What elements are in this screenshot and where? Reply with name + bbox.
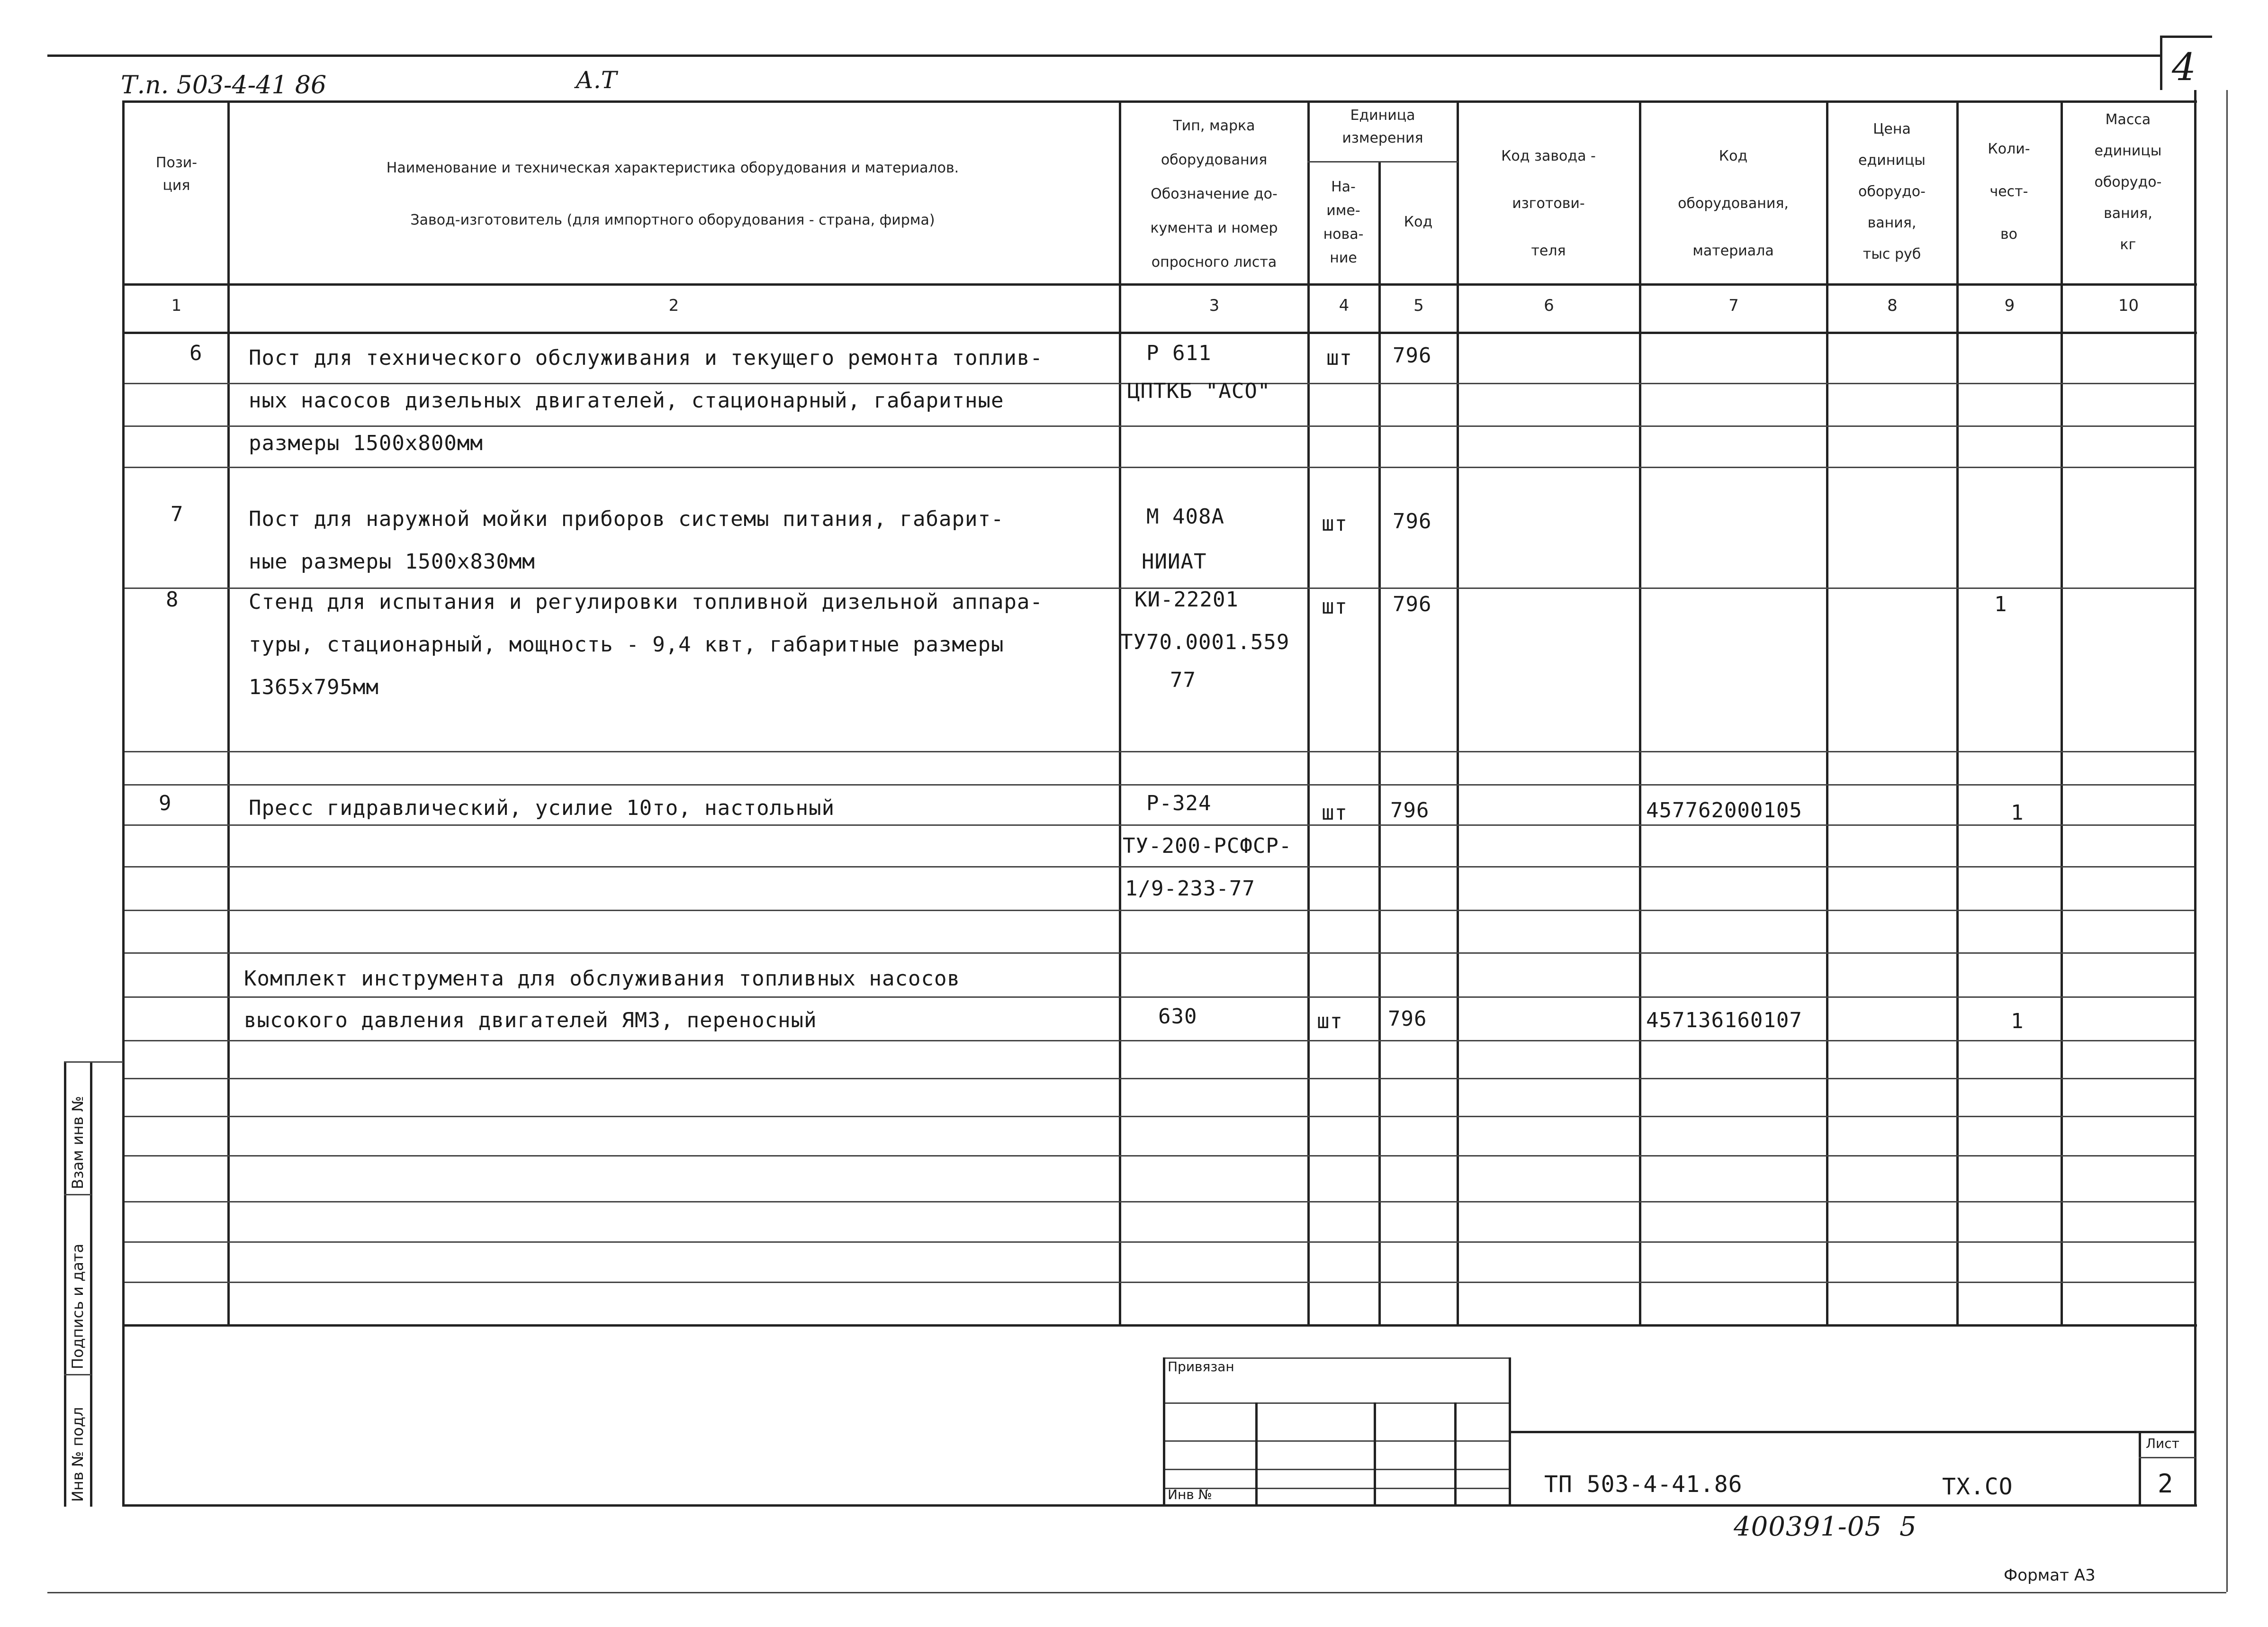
row-unit: шт bbox=[1322, 512, 1348, 536]
header-price-line1: Цена bbox=[1873, 121, 1911, 137]
col-divider-4 bbox=[1378, 161, 1381, 1327]
table-bottom bbox=[122, 1324, 2197, 1327]
col-divider-8 bbox=[1956, 100, 1959, 1327]
row-code: 796 bbox=[1393, 592, 1432, 616]
doc-mark: А.Т bbox=[576, 66, 617, 94]
side-label-signature: Подпись и дата bbox=[69, 1243, 87, 1369]
row-desc-line: Стенд для испытания и регулировки топливной дизельной аппара- bbox=[249, 590, 1043, 614]
corner-box-top bbox=[2160, 36, 2212, 38]
col-divider-6 bbox=[1639, 100, 1641, 1327]
row-qty: 1 bbox=[2011, 1009, 2024, 1033]
row-desc-line: размеры 1500х800мм bbox=[249, 431, 483, 455]
row-position: 7 bbox=[171, 502, 184, 526]
header-qty-line1: Коли- bbox=[1988, 141, 2030, 157]
row-unit: шт bbox=[1322, 801, 1348, 825]
header-type-line4: кумента и номер bbox=[1150, 220, 1278, 236]
top-border-line bbox=[47, 54, 2160, 57]
colnum-bottom bbox=[122, 332, 2197, 334]
header-equip-line2: оборудования, bbox=[1678, 195, 1789, 212]
row-qty: 1 bbox=[1994, 592, 2007, 616]
col-divider-2 bbox=[1119, 100, 1121, 1327]
header-unit-line1: Единица bbox=[1350, 107, 1415, 124]
header-price-line4: вания, bbox=[1867, 215, 1917, 231]
header-factory-line3: теля bbox=[1531, 243, 1566, 259]
header-price bbox=[1828, 114, 1955, 270]
col-divider-5 bbox=[1457, 100, 1459, 1327]
header-equip-line1: Код bbox=[1719, 148, 1748, 164]
frame-bottom bbox=[122, 1504, 2197, 1507]
row-type-line: 630 bbox=[1158, 1004, 1197, 1029]
row-desc-line: ных насосов дизельных двигателей, стационарный, габаритные bbox=[249, 389, 1004, 413]
row-type-line: М 408А bbox=[1146, 505, 1224, 529]
col-divider-9 bbox=[2061, 100, 2063, 1327]
header-position bbox=[128, 152, 225, 197]
unit-subheader-line bbox=[1307, 161, 1458, 163]
header-qty-line2: чест- bbox=[1989, 183, 2028, 200]
header-type-line1: Тип, марка bbox=[1173, 118, 1255, 134]
stamp-doc-code: ТП 503-4-41.86 bbox=[1544, 1471, 1743, 1498]
row-code: 796 bbox=[1393, 509, 1432, 533]
row-desc-line: 1365х795мм bbox=[249, 675, 379, 699]
row-type-line: Р-324 bbox=[1146, 791, 1212, 815]
corner-box-left bbox=[2160, 36, 2162, 90]
row-desc-line: Пресс гидравлический, усилие 10то, настольный bbox=[249, 796, 835, 820]
frame-right bbox=[2194, 90, 2196, 1507]
row-position: 9 bbox=[159, 791, 172, 815]
row-desc-line: Пост для технического обслуживания и текущего ремонта топлив- bbox=[249, 346, 1043, 370]
row-type-line: ТУ70.0001.559 bbox=[1120, 630, 1290, 654]
row-equip-code: 457762000105 bbox=[1646, 798, 1802, 823]
colnum-3: 3 bbox=[1209, 296, 1220, 315]
row-unit: шт bbox=[1326, 346, 1352, 370]
scan-bottom-line bbox=[47, 1592, 2226, 1593]
row-type-line: КИ-22201 bbox=[1134, 588, 1239, 612]
header-unit-name-line1: На- bbox=[1331, 179, 1356, 195]
header-position-line1: Пози- bbox=[155, 154, 198, 171]
header-type-line3: Обозначение до- bbox=[1151, 186, 1278, 202]
header-price-line2: единицы bbox=[1858, 152, 1926, 169]
stamp-section: ТХ.СО bbox=[1942, 1473, 2013, 1500]
col-divider-7 bbox=[1826, 100, 1828, 1327]
header-mass-line4: вания, bbox=[2104, 205, 2152, 222]
side-label-inv-podl: Инв № подл bbox=[69, 1407, 87, 1502]
header-mass-line2: единицы bbox=[2094, 143, 2162, 159]
frame-left bbox=[122, 100, 125, 1507]
header-equip-code bbox=[1641, 133, 1825, 275]
header-description bbox=[232, 142, 1113, 246]
colnum-9: 9 bbox=[2004, 296, 2015, 315]
row-desc-line: туры, стационарный, мощность - 9,4 квт, габаритные размеры bbox=[249, 633, 1004, 657]
header-unit-name-line2: име- bbox=[1326, 202, 1360, 219]
row-code: 796 bbox=[1393, 343, 1432, 368]
row-type-line: Р 611 bbox=[1146, 341, 1212, 365]
stamp-archive-page: 5 bbox=[1899, 1511, 1917, 1542]
row-type-line: ТУ-200-РСФСР- bbox=[1123, 834, 1292, 858]
row-desc-line: высокого давления двигателей ЯМЗ, переносный bbox=[244, 1008, 817, 1032]
header-position-line2: ция bbox=[162, 177, 190, 194]
col-divider-3 bbox=[1307, 100, 1310, 1327]
stamp-format: Формат А3 bbox=[2004, 1566, 2096, 1585]
row-position: 6 bbox=[189, 341, 203, 365]
row-position: 8 bbox=[166, 588, 179, 612]
header-unit-group bbox=[1310, 104, 1456, 150]
header-type bbox=[1122, 109, 1306, 280]
colnum-1: 1 bbox=[171, 296, 182, 315]
page-mark: 4 bbox=[2172, 45, 2196, 89]
row-code: 796 bbox=[1390, 798, 1430, 823]
row-type-line: НИИАТ bbox=[1142, 550, 1207, 574]
header-type-line5: опросного листа bbox=[1151, 254, 1277, 271]
side-label-vzam: Взам инв № bbox=[69, 1096, 87, 1189]
colnum-7: 7 bbox=[1728, 296, 1739, 315]
header-price-line5: тыс руб bbox=[1863, 246, 1921, 262]
header-price-line3: оборудо- bbox=[1858, 183, 1926, 200]
doc-ref: Т.п. 503-4-41 86 bbox=[121, 71, 327, 99]
header-qty-line3: во bbox=[2000, 226, 2018, 243]
header-quantity bbox=[1959, 128, 2059, 256]
row-equip-code: 457136160107 bbox=[1646, 1008, 1802, 1032]
header-factory-line2: изготови- bbox=[1512, 195, 1585, 212]
header-factory-code bbox=[1459, 133, 1638, 275]
row-qty: 1 bbox=[2011, 801, 2024, 825]
header-mass-line1: Масса bbox=[2105, 111, 2151, 128]
scan-right-line bbox=[2226, 90, 2228, 1592]
row-unit: шт bbox=[1322, 595, 1348, 619]
header-unit-code bbox=[1381, 208, 1456, 236]
table-top bbox=[122, 100, 2197, 103]
colnum-2: 2 bbox=[668, 296, 679, 315]
header-description-line1: Наименование и техническая характеристика оборудования и материалов. bbox=[386, 160, 959, 176]
row-type-line: ЦПТКБ "АСО" bbox=[1127, 379, 1271, 403]
colnum-5: 5 bbox=[1413, 296, 1424, 315]
row-type-line: 77 bbox=[1170, 668, 1196, 692]
header-description-line2: Завод-изготовитель (для импортного оборудования - страна, фирма) bbox=[410, 212, 935, 228]
row-unit: шт bbox=[1317, 1009, 1343, 1033]
row-code: 796 bbox=[1388, 1007, 1427, 1031]
stamp-archive-no: 400391-05 bbox=[1734, 1511, 1882, 1542]
header-mass-line3: оборудо- bbox=[2094, 174, 2162, 190]
colnum-8: 8 bbox=[1887, 296, 1898, 315]
header-factory-line1: Код завода - bbox=[1501, 148, 1596, 164]
header-equip-line3: материала bbox=[1692, 243, 1774, 259]
header-unit-name-line4: ние bbox=[1330, 250, 1357, 266]
header-bottom bbox=[122, 283, 2197, 286]
stamp-sheet-label: Лист bbox=[2146, 1436, 2179, 1451]
header-unit-name bbox=[1310, 175, 1377, 270]
stamp-privyazan: Привязан bbox=[1168, 1359, 1234, 1374]
colnum-10: 10 bbox=[2118, 296, 2139, 315]
stamp-sheet-no: 2 bbox=[2158, 1469, 2174, 1499]
header-unit-line2: измерения bbox=[1342, 130, 1423, 146]
stamp-inv-no: Инв № bbox=[1168, 1487, 1212, 1502]
header-mass bbox=[2063, 104, 2193, 261]
colnum-6: 6 bbox=[1544, 296, 1554, 315]
header-unit-code-line1: Код bbox=[1404, 214, 1433, 230]
col-divider-1 bbox=[227, 100, 230, 1327]
row-desc-line: Комплект инструмента для обслуживания топливных насосов bbox=[244, 967, 960, 991]
row-type-line: 1/9-233-77 bbox=[1125, 877, 1255, 901]
header-unit-name-line3: нова- bbox=[1323, 226, 1364, 243]
header-mass-line5: кг bbox=[2120, 236, 2136, 253]
header-type-line2: оборудования bbox=[1161, 152, 1268, 168]
colnum-4: 4 bbox=[1339, 296, 1350, 315]
row-desc-line: Пост для наружной мойки приборов системы питания, габарит- bbox=[249, 507, 1004, 531]
row-desc-line: ные размеры 1500х830мм bbox=[249, 550, 535, 574]
